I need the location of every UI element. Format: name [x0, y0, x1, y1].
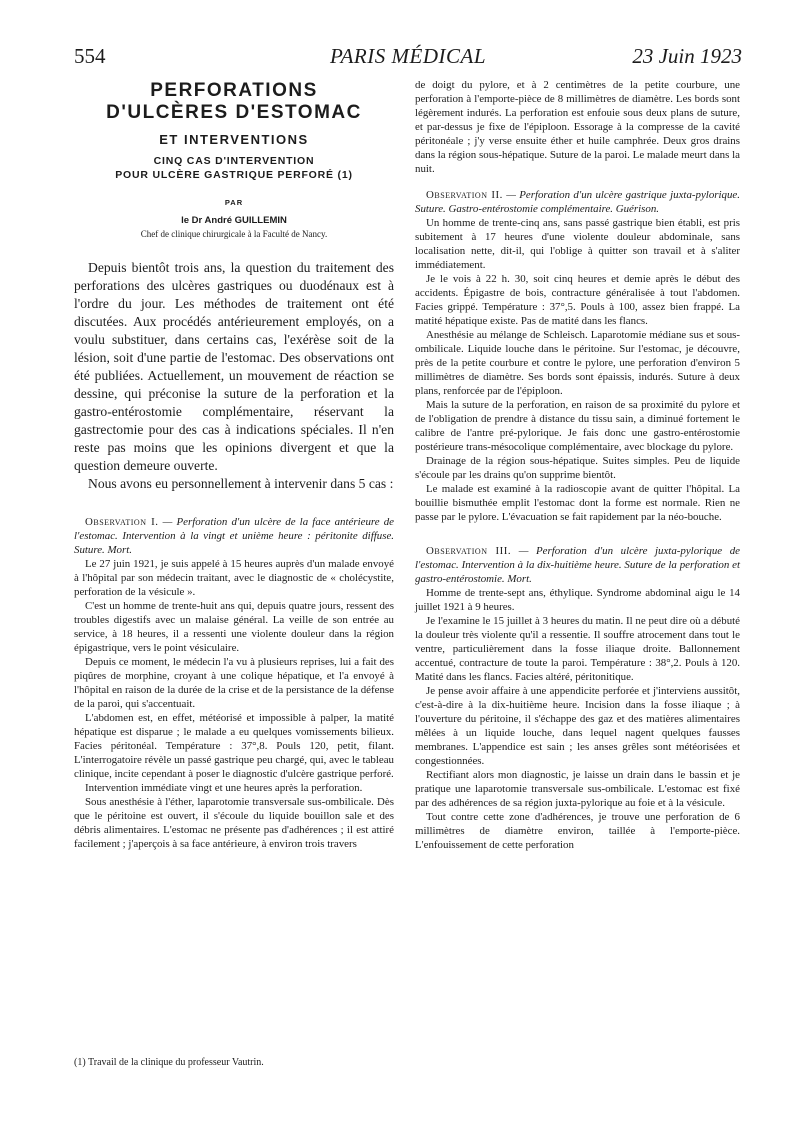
observation-3: [415, 544, 740, 852]
running-header: [74, 44, 742, 74]
observation-paragraph: C'est un homme de trente-huit ans qui, depuis quatre jours, ressent des troubles digestifs avec un malaise général. La veille de son entrée au service, à 18 heures, il a ressenti une violente douleur dans la région épigastrique, vers le point vésiculaire.: [74, 600, 394, 654]
article-subtitle-line-2: POUR ULCÈRE GASTRIQUE PERFORÉ (1): [115, 169, 353, 181]
observation-3-label: Observation III.: [426, 545, 512, 557]
observation-paragraph: de doigt du pylore, et à 2 centimètres de la petite courbure, une perforation à l'emporte-pièce de 8 millimètres de diamètre. Les bords sont légèrement indurés. La perforation est enfouie sous deux plans de suture, et par-dessus je fixe de l'épiploon. Essorage à la compresse de la cavité péritonéale ; j'y verse ensuite éther et huile camphrée. Deux gros drains dans la région sous-hépatique. Suture de la paroi. Le malade meurt dans la nuit.: [415, 79, 740, 175]
observation-1-title: — Perforation d'un ulcère de la face antérieure de l'estomac. Intervention à la vingt et unième heure : péritonite diffuse. Suture. Mort.: [74, 516, 395, 556]
observation-2-heading: [415, 188, 740, 216]
article-title-line-1: PERFORATIONS: [150, 80, 318, 101]
observation-2-title: — Perforation d'un ulcère gastrique juxta-pylorique. Suture. Gastro-entérostomie complémentaire. Guérison.: [415, 189, 740, 215]
intro-paragraph: Nous avons eu personnellement à intervenir dans 5 cas :: [88, 476, 394, 491]
page-number: 554: [74, 44, 106, 68]
observation-paragraph: Homme de trente-sept ans, éthylique. Syndrome abdominal aigu le 14 juillet 1921 à 9 heures.: [415, 587, 740, 613]
observation-2: [415, 188, 740, 524]
observation-1-continued: [415, 78, 740, 176]
observation-3-title: — Perforation d'un ulcère juxta-pylorique de l'estomac. Intervention à la dix-huitième heure. Suture de la perforation et gastro-entérostomie. Mort.: [415, 545, 740, 585]
observation-paragraph: Depuis ce moment, le médecin l'a vu à plusieurs reprises, lui a fait des piqûres de morphine, croyant à une colique hépatique, et l'a envoyé à l'hôpital en raison de la durée de la crise et de la persistance de la défense de la paroi, qui s'accentuait.: [74, 656, 394, 710]
journal-title: PARIS MÉDICAL: [329, 44, 486, 68]
footnote-text: (1) Travail de la clinique du professeur Vautrin.: [74, 1057, 264, 1068]
right-column: [415, 78, 740, 852]
observation-1: [74, 515, 394, 851]
article-title-line-3: ET INTERVENTIONS: [159, 132, 309, 147]
observation-paragraph: Je pense avoir affaire à une appendicite perforée et j'interviens aussitôt, c'est-à-dire à la dix-huitième heure. Incision dans la fosse iliaque ; à l'ouverture du péritoine, il s'échappe des gaz et des matières alimentaires mêlées à un liquide louche, dans lequel nagent quelques fausses membranes. L'appendice est sain ; les anses grêles sont météorisées et congestionnées.: [415, 685, 740, 767]
article-title-line-2: D'ULCÈRES D'ESTOMAC: [106, 102, 362, 123]
byline-par: PAR: [224, 198, 244, 207]
observation-paragraph: Le 27 juin 1921, je suis appelé à 15 heures auprès d'un malade envoyé à l'hôpital par son médecin traitant, avec le diagnostic de « cholécystite, perforation de la vésicule ».: [74, 558, 394, 598]
observation-3-heading: [415, 544, 740, 586]
observation-1-heading: [74, 515, 394, 557]
observation-2-label: Observation II.: [426, 189, 503, 201]
observation-1-label: Observation I.: [85, 516, 159, 528]
observation-paragraph: Intervention immédiate vingt et une heures après la perforation.: [85, 782, 363, 794]
intro-paragraph: Depuis bientôt trois ans, la question du traitement des perforations des ulcères gastriques ou duodénaux est à l'ordre du jour. Les méthodes de traitement ont été discutées. Aux procédés antérieurement employés, on a voulu substituer, dans certains cas, l'exérèse soit de la lésion, soit d'une partie de l'estomac. Des observations ont été publiées. Actuellement, un mouvement de réaction se dessine, qui préconise la suture de la perforation et la gastro-entérostomie complémentaire, réservant la gastrectomie pour des cas à indications spéciales. Il n'en reste pas moins que les opinions divergent et que la question demeure ouverte.: [74, 260, 394, 473]
issue-date: 23 Juin 1923: [632, 44, 742, 68]
observation-paragraph: Rectifiant alors mon diagnostic, je laisse un drain dans le bassin et je pratique une laparotomie transversale sus-ombilicale. L'estomac est fixé par des adhérences de sa région juxta-pylorique au foie et à la vésicule.: [415, 769, 740, 809]
observation-paragraph: Le malade est examiné à la radioscopie avant de quitter l'hôpital. La bouillie bismuthée emplit l'estomac dont la forme est normale. Rien ne passe par le pylore. L'évacuation se fait rapidement par la néo-bouche.: [415, 483, 740, 523]
author-affiliation: Chef de clinique chirurgicale à la Faculté de Nancy.: [140, 229, 328, 239]
footnote: [74, 1057, 394, 1068]
observation-paragraph: Je le vois à 22 h. 30, soit cinq heures et demie après le début des accidents. Épigastre de bois, contracture généralisée à tout l'abdomen. Facies grippé. Température : 37°,5. Pouls à 100, assez bien frappé. La matité hépatique existe. Pas de matité dans les flancs.: [415, 273, 740, 327]
observation-paragraph: Drainage de la région sous-hépatique. Suites simples. Peu de liquide s'écoule par les drains qu'on supprime bientôt.: [415, 455, 740, 481]
observation-paragraph: Tout contre cette zone d'adhérences, je trouve une perforation de 6 millimètres de diamètre environ, taillée à l'emporte-pièce. L'enfouissement de cette perforation: [415, 811, 740, 851]
introduction: [74, 259, 394, 493]
observation-paragraph: Je l'examine le 15 juillet à 3 heures du matin. Il ne peut dire où a débuté la douleur très violente qu'il a ressentie. Il souffre atrocement dans tout le ventre, particulièrement dans la fosse iliaque droite. Ballonnement accentué, contracture de toute la paroi. Température : 38°,2. Pouls à 120. Matité dans les flancs. Facies altéré, péritonitique.: [415, 615, 740, 683]
author-name: le Dr André GUILLEMIN: [181, 215, 287, 226]
observation-paragraph: L'abdomen est, en effet, météorisé et impossible à palper, la matité hépatique est disparue ; le malade a eu quelques vomissements bilieux. Facies péritonéal. Température : 37°,8. Pouls 120, petit, filant. L'interrogatoire révèle un passé gastrique peu chargé, qui, avec le tableau clinique, incite cependant à poser le diagnostic d'ulcère gastrique perforé.: [74, 712, 394, 780]
left-column: [74, 80, 394, 851]
observation-paragraph: Un homme de trente-cinq ans, sans passé gastrique bien établi, est pris subitement à 17 heures d'une violente douleur abdominale, sans localisation nette, dit-il, qui l'oblige à quitter son travail et à s'aliter immédiatement.: [415, 217, 740, 271]
observation-paragraph: Anesthésie au mélange de Schleisch. Laparotomie médiane sus et sous-ombilicale. Liquide louche dans le péritoine. Sur l'estomac, je découvre, près de la petite courbure et contre le pylore, une perforation d'environ 5 millimètres de diamètre. Ses bords sont épaissis, indurés. Suture à deux plans, renforcée par de l'épiploon.: [415, 329, 740, 397]
observation-paragraph: Mais la suture de la perforation, en raison de sa proximité du pylore et de l'obligation de prendre à distance du tissu sain, a diminué fortement le calibre de l'antre pré-pylorique. Je fais donc une gastro-entérostomie postérieure trans-mésocolique complémentaire, avec blockage du pylore.: [415, 399, 740, 453]
observation-paragraph: Sous anesthésie à l'éther, laparotomie transversale sus-ombilicale. Dès que le péritoine est ouvert, il s'écoule du liquide bouillon sale et des débris alimentaires. L'estomac ne présente pas d'adhérences ; il est attiré facilement ; j'aperçois à sa face antérieure, à environ trois travers: [74, 796, 394, 850]
article-subtitle-line-1: CINQ CAS D'INTERVENTION: [153, 155, 315, 167]
